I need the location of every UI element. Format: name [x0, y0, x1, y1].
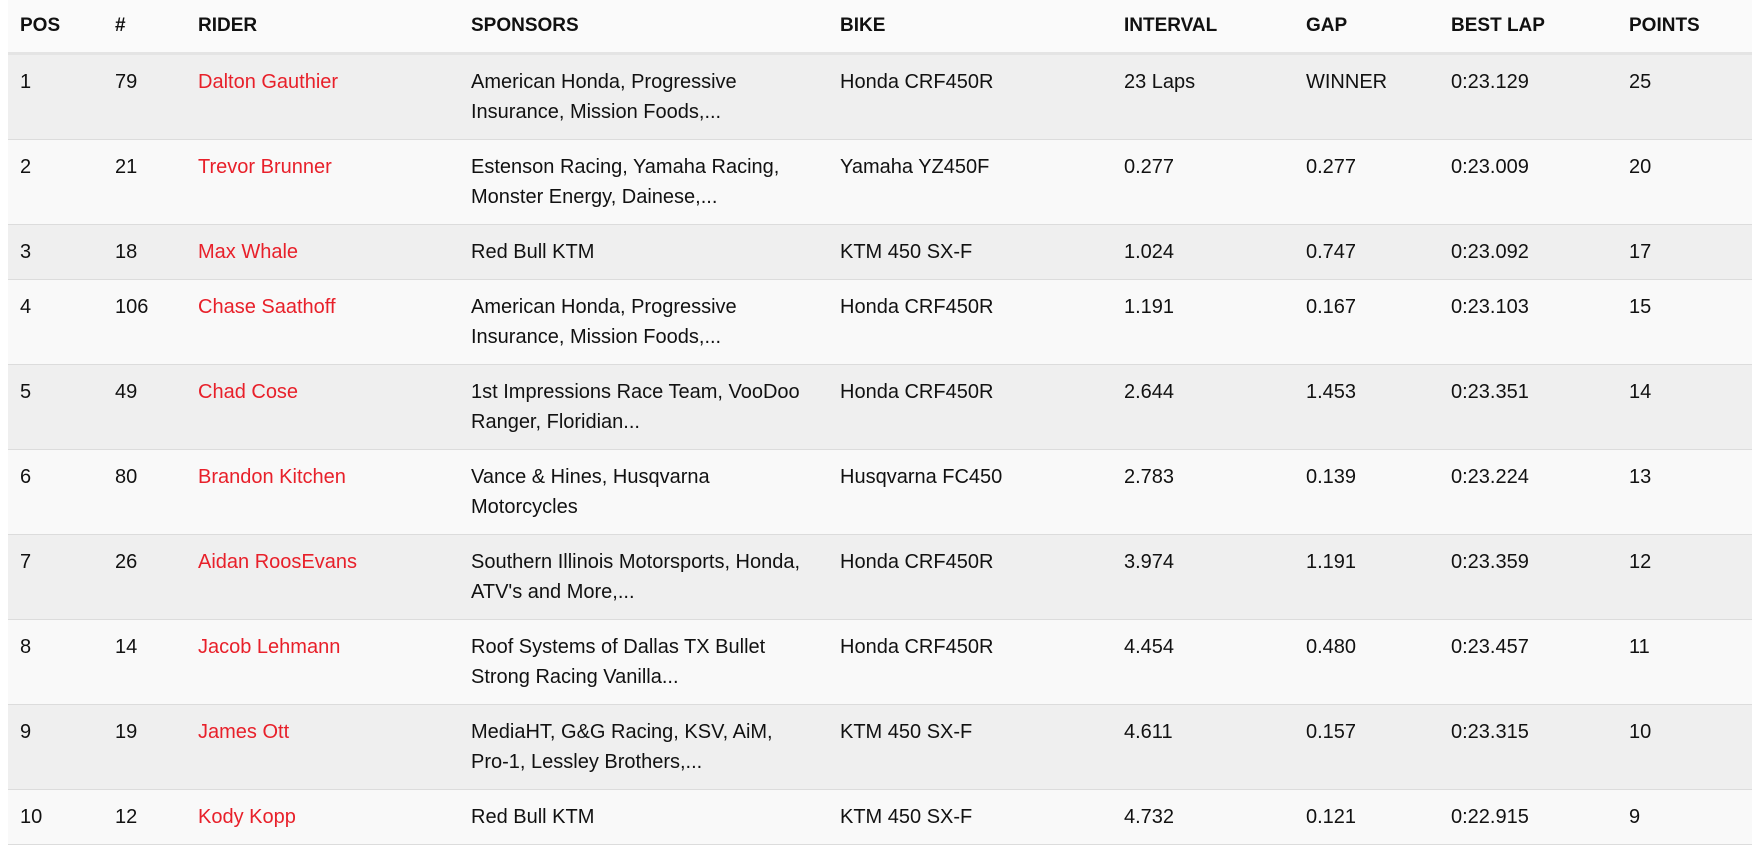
- cell-sponsors: [459, 705, 828, 790]
- cell-points: 13: [1617, 450, 1752, 535]
- cell-rider: [186, 225, 459, 280]
- cell-interval: 4.732: [1112, 790, 1294, 845]
- rider-link[interactable]: Aidan RoosEvans: [198, 551, 357, 573]
- cell-interval: 0.277: [1112, 140, 1294, 225]
- cell-number: 26: [103, 535, 186, 620]
- cell-best-lap: 0:23.351: [1439, 365, 1617, 450]
- cell-sponsors: [459, 535, 828, 620]
- cell-gap: 1.191: [1294, 535, 1439, 620]
- cell-pos: 3: [8, 225, 103, 280]
- table-row: [8, 140, 1752, 225]
- cell-points: 11: [1617, 620, 1752, 705]
- cell-rider: [186, 705, 459, 790]
- rider-link[interactable]: Jacob Lehmann: [198, 636, 341, 658]
- sponsors-text: Vance & Hines, Husqvarna Motorcycles: [471, 466, 710, 518]
- cell-gap: WINNER: [1294, 54, 1439, 140]
- cell-gap: 1.453: [1294, 365, 1439, 450]
- cell-rider: [186, 54, 459, 140]
- table-row: [8, 54, 1752, 140]
- column-header-interval[interactable]: INTERVAL: [1112, 0, 1294, 54]
- race-results-container: [8, 0, 1752, 854]
- cell-points: 12: [1617, 535, 1752, 620]
- rider-link[interactable]: Chase Saathoff: [198, 296, 336, 318]
- cell-gap: 0.121: [1294, 790, 1439, 845]
- cell-best-lap: 0:23.009: [1439, 140, 1617, 225]
- cell-rider: [186, 450, 459, 535]
- cell-sponsors: [459, 225, 828, 280]
- cell-pos: 4: [8, 280, 103, 365]
- cell-number: 18: [103, 225, 186, 280]
- cell-gap: 0.480: [1294, 620, 1439, 705]
- cell-sponsors: [459, 140, 828, 225]
- table-row: [8, 365, 1752, 450]
- cell-interval: 1.191: [1112, 280, 1294, 365]
- cell-pos: 9: [8, 705, 103, 790]
- cell-interval: 1.024: [1112, 225, 1294, 280]
- table-row: [8, 790, 1752, 845]
- table-header: [8, 0, 1752, 54]
- cell-number: 21: [103, 140, 186, 225]
- table-row: [8, 450, 1752, 535]
- cell-bike: Husqvarna FC450: [828, 450, 1112, 535]
- cell-interval: 2.644: [1112, 365, 1294, 450]
- cell-gap: 0.167: [1294, 280, 1439, 365]
- rider-link[interactable]: Dalton Gauthier: [198, 71, 339, 93]
- cell-gap: 0.747: [1294, 225, 1439, 280]
- cell-number: 14: [103, 620, 186, 705]
- column-header-bike[interactable]: BIKE: [828, 0, 1112, 54]
- cell-points: 20: [1617, 140, 1752, 225]
- cell-interval: 23 Laps: [1112, 54, 1294, 140]
- column-header-number[interactable]: #: [103, 0, 186, 54]
- cell-number: 106: [103, 280, 186, 365]
- table-row: [8, 280, 1752, 365]
- sponsors-text: Roof Systems of Dallas TX Bullet Strong Racing Vanilla...: [471, 636, 766, 688]
- cell-sponsors: [459, 450, 828, 535]
- race-results-table: [8, 0, 1752, 845]
- column-header-rider[interactable]: RIDER: [186, 0, 459, 54]
- cell-sponsors: [459, 280, 828, 365]
- cell-pos: 6: [8, 450, 103, 535]
- cell-sponsors: [459, 54, 828, 140]
- cell-pos: 1: [8, 54, 103, 140]
- cell-gap: 0.277: [1294, 140, 1439, 225]
- cell-best-lap: 0:23.103: [1439, 280, 1617, 365]
- cell-bike: Honda CRF450R: [828, 54, 1112, 140]
- cell-number: 49: [103, 365, 186, 450]
- cell-best-lap: 0:23.315: [1439, 705, 1617, 790]
- cell-number: 19: [103, 705, 186, 790]
- cell-points: 10: [1617, 705, 1752, 790]
- cell-number: 12: [103, 790, 186, 845]
- sponsors-text: Red Bull KTM: [471, 806, 595, 828]
- table-body: [8, 54, 1752, 845]
- cell-rider: [186, 365, 459, 450]
- cell-gap: 0.139: [1294, 450, 1439, 535]
- sponsors-text: Southern Illinois Motorsports, Honda, ATV's and More,...: [471, 551, 801, 603]
- cell-bike: KTM 450 SX-F: [828, 705, 1112, 790]
- sponsors-text: Estenson Racing, Yamaha Racing, Monster Energy, Dainese,...: [471, 156, 780, 208]
- column-header-best-lap[interactable]: BEST LAP: [1439, 0, 1617, 54]
- sponsors-text: Red Bull KTM: [471, 241, 595, 263]
- table-row: [8, 535, 1752, 620]
- cell-pos: 5: [8, 365, 103, 450]
- column-header-points[interactable]: POINTS: [1617, 0, 1752, 54]
- sponsors-text: American Honda, Progressive Insurance, Mission Foods,...: [471, 71, 737, 123]
- cell-best-lap: 0:23.359: [1439, 535, 1617, 620]
- sponsors-text: 1st Impressions Race Team, VooDoo Ranger, Floridian...: [471, 381, 800, 433]
- cell-rider: [186, 620, 459, 705]
- sponsors-text: American Honda, Progressive Insurance, Mission Foods,...: [471, 296, 737, 348]
- table-row: [8, 620, 1752, 705]
- cell-pos: 7: [8, 535, 103, 620]
- cell-points: 14: [1617, 365, 1752, 450]
- cell-points: 9: [1617, 790, 1752, 845]
- cell-number: 79: [103, 54, 186, 140]
- cell-interval: 2.783: [1112, 450, 1294, 535]
- cell-best-lap: 0:23.224: [1439, 450, 1617, 535]
- cell-pos: 2: [8, 140, 103, 225]
- cell-gap: 0.157: [1294, 705, 1439, 790]
- cell-rider: [186, 790, 459, 845]
- header-row: [8, 0, 1752, 54]
- column-header-gap[interactable]: GAP: [1294, 0, 1439, 54]
- cell-best-lap: 0:23.457: [1439, 620, 1617, 705]
- cell-points: 15: [1617, 280, 1752, 365]
- column-header-sponsors[interactable]: SPONSORS: [459, 0, 828, 54]
- cell-rider: [186, 535, 459, 620]
- cell-best-lap: 0:23.092: [1439, 225, 1617, 280]
- table-row: [8, 225, 1752, 280]
- rider-link[interactable]: Max Whale: [198, 241, 299, 263]
- cell-best-lap: 0:22.915: [1439, 790, 1617, 845]
- cell-bike: Honda CRF450R: [828, 620, 1112, 705]
- cell-best-lap: 0:23.129: [1439, 54, 1617, 140]
- cell-bike: KTM 450 SX-F: [828, 790, 1112, 845]
- cell-points: 17: [1617, 225, 1752, 280]
- table-row: [8, 705, 1752, 790]
- rider-link[interactable]: James Ott: [198, 721, 290, 743]
- cell-number: 80: [103, 450, 186, 535]
- cell-interval: 3.974: [1112, 535, 1294, 620]
- cell-bike: Honda CRF450R: [828, 365, 1112, 450]
- sponsors-text: MediaHT, G&G Racing, KSV, AiM, Pro-1, Lessley Brothers,...: [471, 721, 773, 773]
- cell-bike: KTM 450 SX-F: [828, 225, 1112, 280]
- rider-link[interactable]: Kody Kopp: [198, 806, 296, 828]
- rider-link[interactable]: Brandon Kitchen: [198, 466, 346, 488]
- cell-bike: Honda CRF450R: [828, 535, 1112, 620]
- cell-sponsors: [459, 365, 828, 450]
- cell-pos: 10: [8, 790, 103, 845]
- cell-sponsors: [459, 620, 828, 705]
- rider-link[interactable]: Chad Cose: [198, 381, 299, 403]
- cell-interval: 4.611: [1112, 705, 1294, 790]
- cell-pos: 8: [8, 620, 103, 705]
- cell-bike: Yamaha YZ450F: [828, 140, 1112, 225]
- column-header-pos[interactable]: POS: [8, 0, 103, 54]
- cell-rider: [186, 280, 459, 365]
- cell-points: 25: [1617, 54, 1752, 140]
- cell-rider: [186, 140, 459, 225]
- cell-interval: 4.454: [1112, 620, 1294, 705]
- cell-bike: Honda CRF450R: [828, 280, 1112, 365]
- cell-sponsors: [459, 790, 828, 845]
- rider-link[interactable]: Trevor Brunner: [198, 156, 332, 178]
